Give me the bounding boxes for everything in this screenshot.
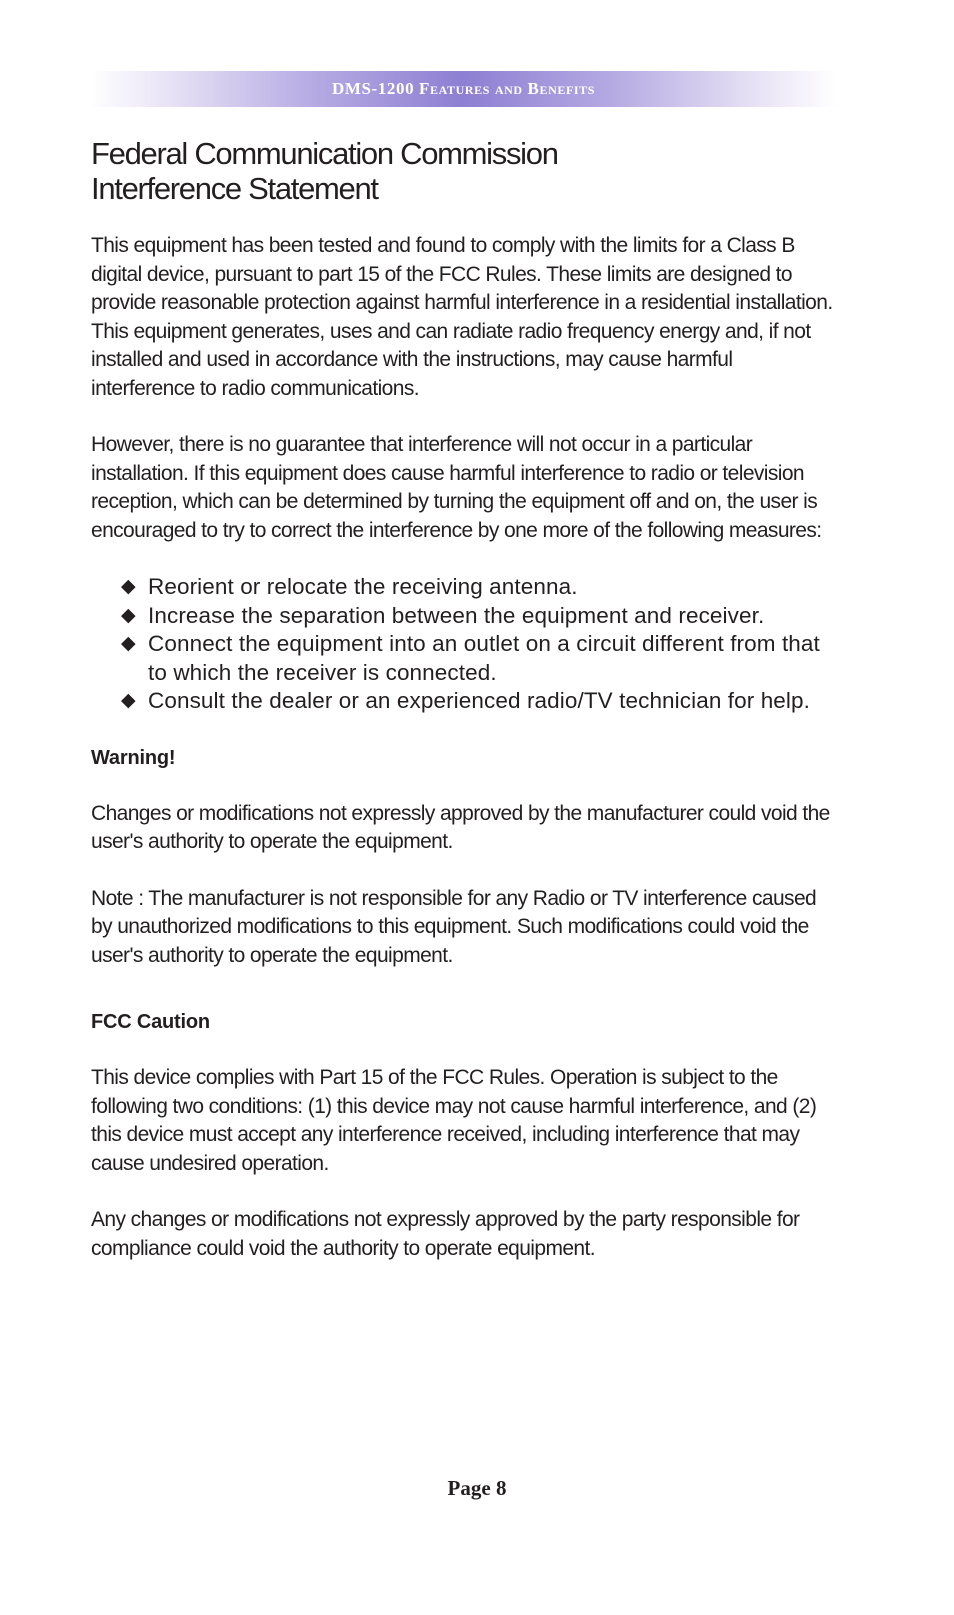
warning-paragraph: Changes or modifications not expressly approved by the manufacturer could void the user's authority to operate the equipment. [91,801,830,853]
list-item-text: Reorient or relocate the receiving antenna. [148,574,578,599]
diamond-bullet-icon: ◆ [121,604,136,626]
caution-paragraph: This device complies with Part 15 of the FCC Rules. Operation is subject to the following two conditions: (1) this device may not cause harmful interference, and (2) this device must accept any interference received, including interference that may cause undesired operation. [91,1066,817,1175]
diamond-bullet-icon: ◆ [121,690,136,711]
measures-list [91,573,841,716]
list-item-text: Consult the dealer or an experienced radio/TV technician for help. [148,688,810,713]
intro-paragraph: This equipment has been tested and found to comply with the limits for a Class B digital device, pursuant to part 15 of the FCC Rules. These limits are designed to provide reasonable protection against harmful interference in a residential installation. This equipment generates, uses and can radiate radio frequency energy and, if not installed and used in accordance with the instructions, may cause harmful interference to radio communications. [91,234,833,400]
diamond-bullet-icon: ◆ [121,633,136,654]
list-item-text: Increase the separation between the equipment and receiver. [148,602,765,628]
fcc-caution-heading: FCC Caution [91,1011,210,1033]
page-title-line-1: Federal Communication Commission [91,136,558,171]
warning-heading: Warning! [91,746,176,769]
list-item [121,630,841,687]
page-title [91,136,841,206]
changes-paragraph: Any changes or modifications not expressly approved by the party responsible for compliance could void the authority to operate equipment. [91,1208,800,1260]
diamond-bullet-icon: ◆ [121,576,136,597]
list-item-text: Connect the equipment into an outlet on a circuit different from that to which the receiver is connected. [148,631,820,685]
list-item [121,687,841,716]
list-item [121,602,841,631]
header-title: DMS-1200 Features and Benefits [331,79,596,98]
page-title-line-2: Interference Statement [91,171,378,206]
guarantee-paragraph: However, there is no guarantee that interference will not occur in a particular installation. If this equipment does cause harmful interference to radio or television reception, which can be determined by turning the equipment off and on, the user is encouraged to try to correct the interference by one more of the following measures: [91,433,822,542]
header-bar [90,71,837,107]
page-number: Page 8 [447,1476,507,1500]
list-item [121,573,841,602]
main-content [91,136,841,1263]
note-paragraph: Note : The manufacturer is not responsible for any Radio or TV interference caused by unauthorized modifications to this equipment. Such modifications could void the user's authority to operate the equipment. [91,886,817,967]
